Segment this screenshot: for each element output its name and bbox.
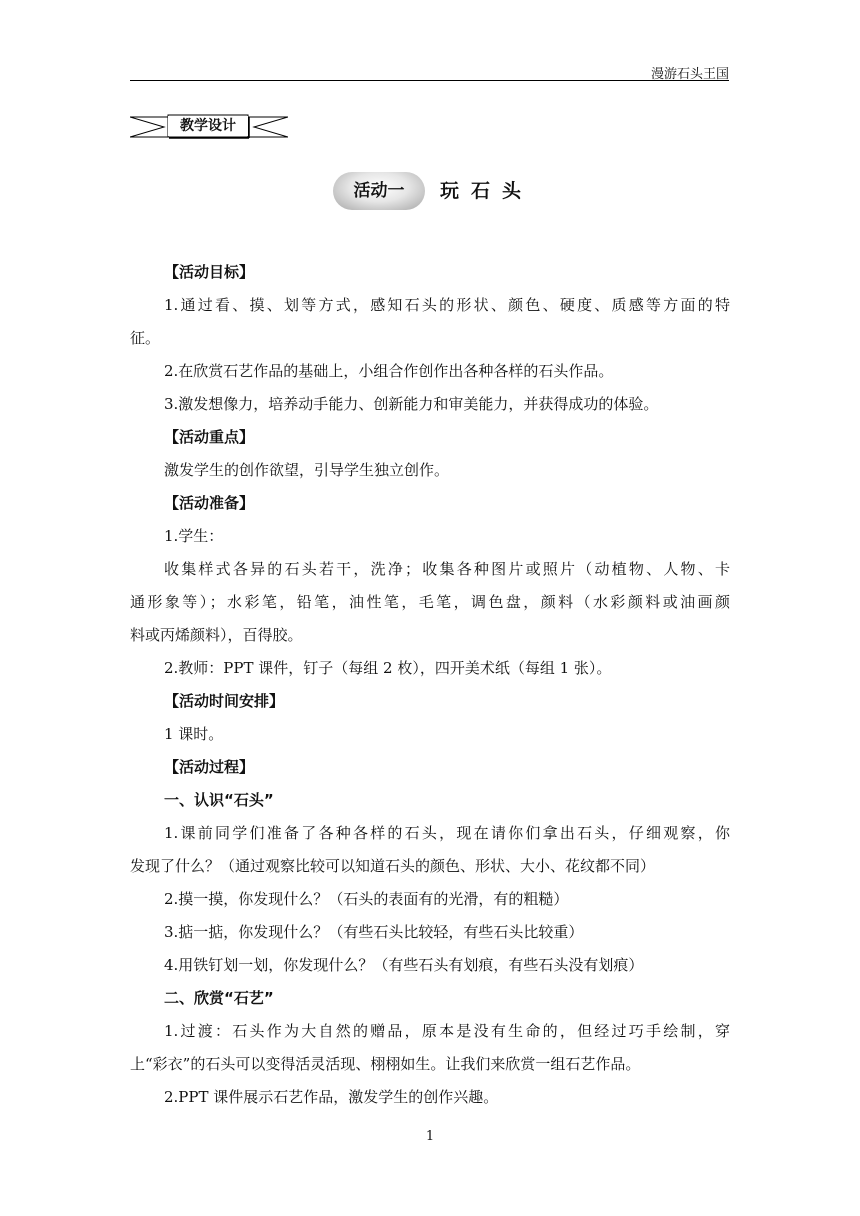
- text-line: 1.通过看、摸、划等方式，感知石头的形状、颜色、硬度、质感等方面的特: [164, 296, 730, 314]
- text-line: 3.激发想像力，培养动手能力、创新能力和审美能力，并获得成功的体验。: [164, 395, 659, 413]
- section-heading: 【活动准备】: [164, 494, 255, 512]
- text-line: 发现了什么？（通过观察比较可以知道石头的颜色、形状、大小、花纹都不同）: [130, 857, 656, 875]
- text-line: 2.在欣赏石艺作品的基础上，小组合作创作出各种各样的石头作品。: [164, 362, 614, 380]
- section-tag-label: 教学设计: [168, 116, 248, 136]
- text-line: 1.课前同学们准备了各种各样的石头，现在请你们拿出石头，仔细观察，你: [164, 824, 730, 842]
- section-heading: 【活动重点】: [164, 428, 255, 446]
- text-line: 2.教师：PPT 课件，钉子（每组 2 枚），四开美术纸（每组 1 张）。: [164, 659, 612, 677]
- activity-heading: [333, 172, 593, 210]
- text-line: 通形象等）；水彩笔，铅笔，油性笔，毛笔，调色盘，颜料（水彩颜料或油画颜: [130, 593, 730, 611]
- activity-badge-label: 活动一: [353, 181, 405, 201]
- activity-title: 玩石头: [440, 180, 534, 202]
- section-tag: [130, 113, 288, 141]
- section-heading: 【活动时间安排】: [164, 692, 285, 710]
- running-header-title: 漫游石头王国: [650, 67, 729, 82]
- text-line: 1.过渡：石头作为大自然的赠品，原本是没有生命的，但经过巧手绘制，穿: [164, 1022, 730, 1040]
- text-line: 料或丙烯颜料），百得胶。: [130, 626, 303, 644]
- text-line: 2.摸一摸，你发现什么？（石头的表面有的光滑，有的粗糙）: [164, 890, 569, 908]
- text-line: 1 课时。: [164, 725, 224, 743]
- text-line: 3.掂一掂，你发现什么？（有些石头比较轻，有些石头比较重）: [164, 923, 584, 941]
- text-line: 1.学生：: [164, 527, 224, 545]
- header-rule: [130, 80, 729, 81]
- body-text: [130, 256, 730, 1114]
- section-heading: 二、欣赏“石艺”: [164, 989, 274, 1007]
- text-line: 4.用铁钉划一划，你发现什么？（有些石头有划痕，有些石头没有划痕）: [164, 956, 644, 974]
- section-heading: 一、认识“石头”: [164, 791, 274, 809]
- text-line: 激发学生的创作欲望，引导学生独立创作。: [164, 461, 450, 479]
- text-line: 收集样式各异的石头若干，洗净；收集各种图片或照片（动植物、人物、卡: [164, 560, 730, 578]
- page-number: 1: [425, 1129, 435, 1144]
- text-line: 2.PPT 课件展示石艺作品，激发学生的创作兴趣。: [164, 1088, 499, 1106]
- text-line: 征。: [130, 329, 161, 347]
- text-line: 上“彩衣”的石头可以变得活灵活现、栩栩如生。让我们来欣赏一组石艺作品。: [130, 1055, 641, 1073]
- section-heading: 【活动目标】: [164, 263, 255, 281]
- section-heading: 【活动过程】: [164, 758, 255, 776]
